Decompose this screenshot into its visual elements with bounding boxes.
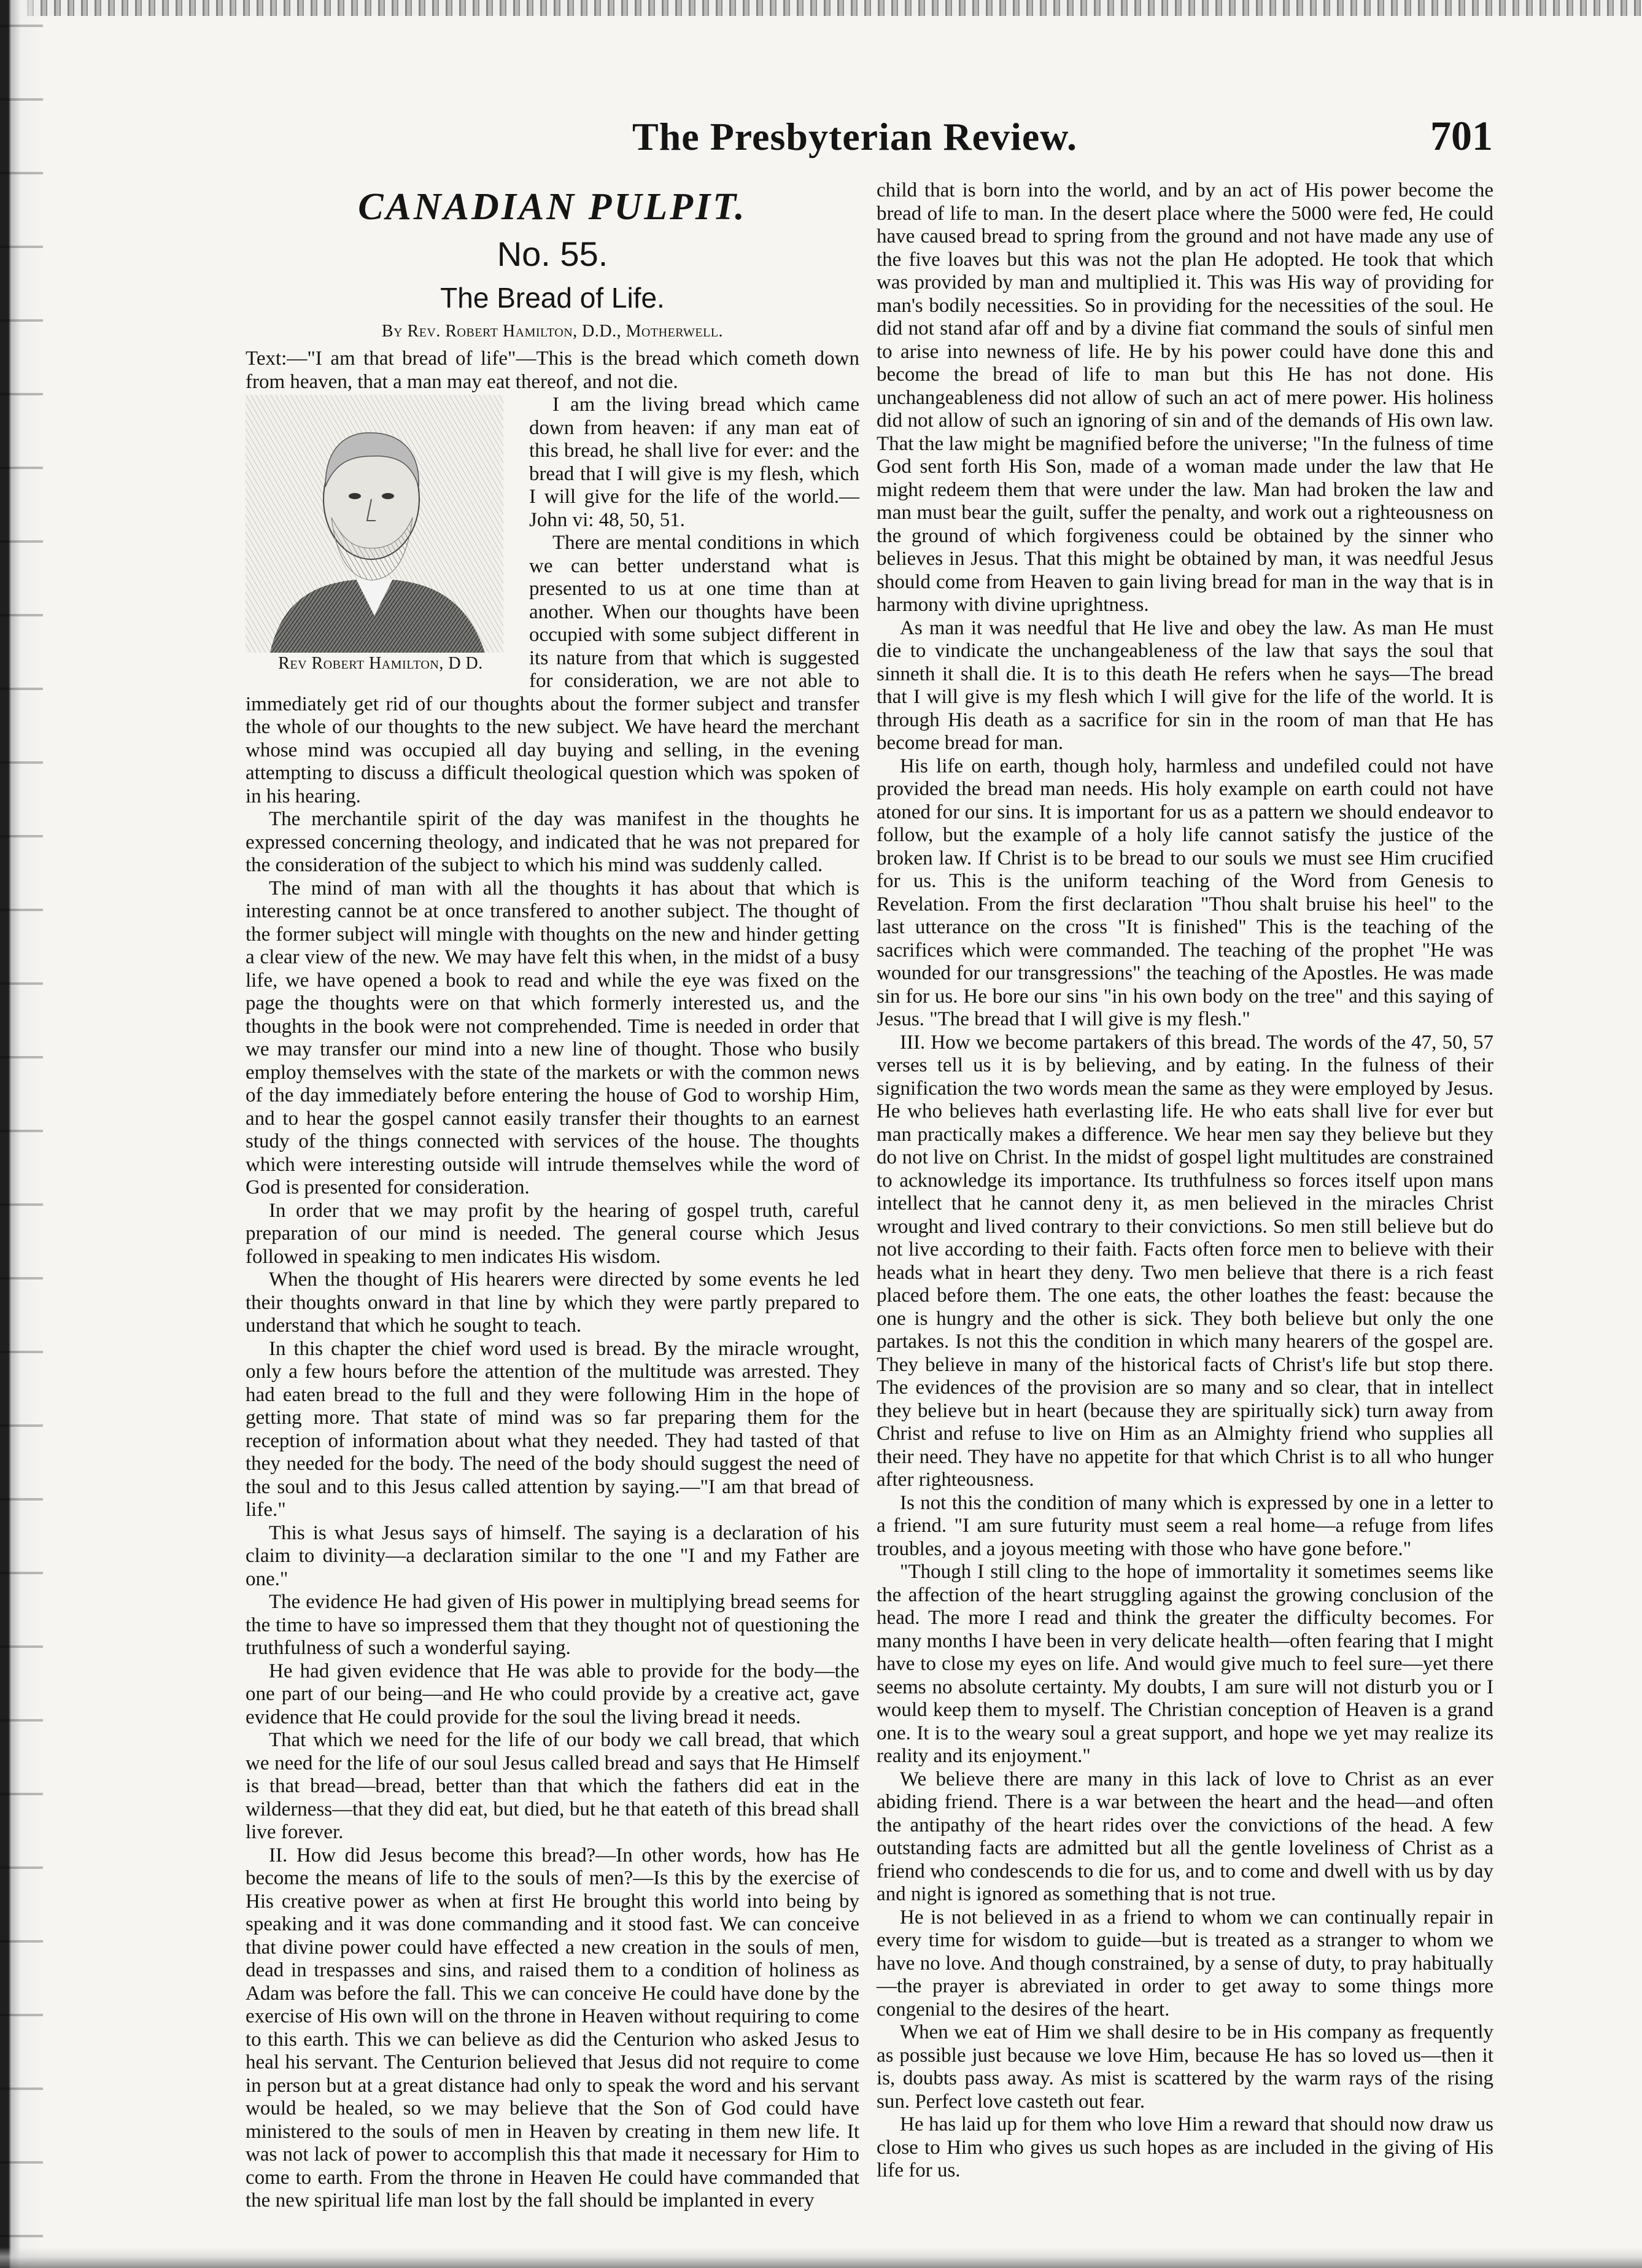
body-paragraph: He is not believed in as a friend to whom we can continually repair in every time for wisdom to guide—but is treated as a stranger to whom we have no love. And though constrained, by a sense of duty, to pray habitually—the prayer is abreviated in order to get away to some things more congenial to the desires of the heart. <box>877 1906 1493 2021</box>
body-paragraph: The evidence He had given of His power in multiplying bread seems for the time to have so impressed them that they thought not of questioning the truthfulness of such a wonderful saying. <box>246 1591 859 1659</box>
body-paragraph: The merchantile spirit of the day was manifest in the thoughts he expressed concerning theology, and indicated that he was not prepared for the consideration of the subject to which his mind was suddenly called. <box>246 808 859 876</box>
scan-edge-top <box>0 0 1642 16</box>
body-paragraph: When the thought of His hearers were directed by some events he led their thoughts onward in that line by which they were partly prepared to understand that which he sought to teach. <box>246 1268 859 1337</box>
right-body <box>877 179 1493 2183</box>
body-paragraph: This is what Jesus says of himself. The saying is a declaration of his claim to divinity—a declaration similar to the one "I and my Father are one." <box>246 1521 859 1590</box>
portrait-figure <box>246 395 516 675</box>
left-column <box>246 179 859 2213</box>
body-paragraph: "Though I still cling to the hope of immortality it sometimes seems like the affection of the heart struggling against the growing conclusion of the head. The more I read and think the greater the difficulty becomes. For many months I have been in very delicate health—often fearing that I might have to close my eyes on life. And would give much to feel sure—yet there seems no absolute certainty. My doubts, I am sure will not disturb you or I would keep them to myself. The Christian conception of Heaven is a grand one. It is to the weary soul a great support, and hope we yet may realize its reality and its enjoyment." <box>877 1561 1493 1767</box>
body-paragraph: As man it was needful that He live and obey the law. As man He must die to vindicate the unchangeableness of the law that says the soul that sinneth it shall die. It is to this death He refers when he says—The bread that I will give is my flesh which I will give for the life of the world. It is through His death as a sacrifice for sin in the room of man that He has become bread for man. <box>877 616 1493 754</box>
portrait-image <box>246 395 503 653</box>
body-paragraph: II. How did Jesus become this bread?—In other words, how has He become the means of life to the souls of men?—Is this by the exercise of His creative power as when at first He brought this world into being by speaking and it was done commanding and it stood fast. We can conceive that divine power could have effected a new creation in the souls of men, dead in trespasses and sins, and raised them to a condition of holiness as Adam was before the fall. This we can conceive He could have done by the exercise of His own will on the throne in Heaven without requiring to come to this earth. This we can believe as did the Centurion who asked Jesus to heal his servant. The Centurion believed that Jesus did not require to come in person but at a great distance had only to speak the word and his servant would be healed, so we may believe that the Son of God could have ministered to the souls of men in Heaven by creating in them new life. It was not lack of power to accomplish this that made it necessary for Him to come to earth. From the throne in Heaven He could have commanded that the new spiritual life man lost by the fall should be implanted in every <box>246 1844 859 2212</box>
body-paragraph: In order that we may profit by the hearing of gospel truth, careful preparation of our mind is needed. The general course which Jesus followed in speaking to men indicates His wisdom. <box>246 1199 859 1268</box>
page-number: 701 <box>1430 112 1493 159</box>
article-byline: By Rev. Robert Hamilton, D.D., Motherwell. <box>381 322 724 341</box>
body-paragraph: There are mental conditions in which we can better understand what is presented to us at one time than at another. When our thoughts have been occupied with some subject different in its nature from that which is suggested for consideration, we are not able to immediately get rid of our thoughts about the former subject and transfer the whole of our thoughts to the new subject. We have heard the merchant whose mind was occupied all day buying and selling, in the evening attempting to discuss a difficult theological question which was spoken of in his hearing. <box>246 532 859 807</box>
text-verse: Text:—"I am that bread of life"—This is the bread which cometh down from heaven, that a man may eat thereof, and not die. <box>246 348 859 393</box>
body-paragraph: His life on earth, though holy, harmless and undefiled could not have provided the bread man needs. His holy example on earth could not have atoned for our sins. It is important for us as a pattern we should endeavor to follow, but the example of a holy life cannot satisfy the justice of the broken law. If Christ is to be bread to our souls we must see Him crucified for us. This is the uniform teaching of the Word from Genesis to Revelation. From the first declaration "Thou shalt bruise his heel" to the last utterance on the cross "It is finished" This is the teaching of the sacrifices which were commanded. The teaching of the prophet "He was wounded for our transgressions" the teaching of the Apostles. He was made sin for us. He bore our sins "in his own body on the tree" and this saying of Jesus. "The bread that I will give is my flesh." <box>877 755 1493 1030</box>
body-paragraph: I am the living bread which came down from heaven: if any man eat of this bread, he shall live for ever: and the bread that I will give is my flesh, which I will give for the life of the world.—John vi: 48, 50, 51. <box>529 394 859 531</box>
body-paragraph: He has laid up for them who love Him a reward that should now draw us close to Him who gives us such hopes as are included in the giving of His life for us. <box>877 2113 1493 2181</box>
body-paragraph: When we eat of Him we shall desire to be in His company as frequently as possible just because we love Him, because He has so loved us—then it is, doubts pass away. As mist is scattered by the warm rays of the rising sun. Perfect love casteth out fear. <box>877 2021 1493 2113</box>
body-paragraph: In this chapter the chief word used is bread. By the miracle wrought, only a few hours before the attention of the multitude was arrested. They had eaten bread to the full and they were following Him in the hope of getting more. That state of mind was so far preparing them for the reception of information about what they needed. They had tasted of that they needed for the body. The need of the body should suggest the need of the soul and to this Jesus called attention by saying.—"I am that bread of life." <box>246 1337 859 1521</box>
portrait-caption: Rev Robert Hamilton, D D. <box>278 654 483 673</box>
running-title: The Presbyterian Review. <box>632 115 1077 158</box>
scan-edge-bottom <box>0 2247 1642 2268</box>
right-column <box>877 179 1493 2183</box>
section-kicker: CANADIAN PULPIT. <box>358 186 747 228</box>
article-title: The Bread of Life. <box>440 282 665 314</box>
body-paragraph: We believe there are many in this lack of love to Christ as an ever abiding friend. There is a war between the heart and the head—and often the antipathy of the heart rides over the convictions of the head. A few outstanding facts are admitted but all the gentle loveliness of Christ as a friend who condescends to die for us, and to come and dwell with us by day and night is ignored as something that is not true. <box>877 1768 1493 1905</box>
body-paragraph: He had given evidence that He was able to provide for the body—the one part of our being—and He who could provide by a creative act, gave evidence that He could provide for the soul the living bread it needs. <box>246 1660 859 1728</box>
body-paragraph: Is not this the condition of many which is expressed by one in a letter to a friend. "I am sure futurity must seem a real home—a refuge from lifes troubles, and a joyous meeting with those who have gone before." <box>877 1491 1493 1560</box>
body-paragraph: That which we need for the life of our body we call bread, that which we need for the life of our soul Jesus called bread and says that He Himself is that bread—bread, better than that which the fathers did eat in the wilderness—that they did eat, but died, but he that eateth of this bread shall live forever. <box>246 1729 859 1843</box>
body-paragraph: III. How we become partakers of this bread. The words of the 47, 50, 57 verses tell us it is by believing, and by eating. In the fulness of their signification the two words mean the same as they were employed by Jesus. He who believes hath everlasting life. He who eats shall live for ever but man practically makes a difference. We hear men say they believe but they do not live on Christ. In the midst of gospel light multitudes are constrained to acknowledge its importance. Its truthfulness so forces itself upon mans intellect that he cannot deny it, as men believed in the miracles Christ wrought and lived contrary to their convictions. So men still believe but do not live according to their faith. Facts often force men to believe with their heads what in heart they deny. Two men believe that there is a rich feast placed before them. The one eats, the other loathes the feast: because the one is hungry and the other is sick. They both believe but only the one partakes. Is not this the condition in which many hearers of the gospel are. They believe in many of the historical facts of Christ's life but stop there. The evidences of the provision are so many and so clear, that in intellect they believe but in heart (because they are spiritually sick) turn away from Christ and refuse to live on Him as an Almighty friend who supplies all their need. They have no appetite for that which Christ is to all who hunger after righteousness. <box>877 1031 1493 1491</box>
article-number: No. 55. <box>497 235 608 273</box>
scan-edge-left <box>0 0 43 2268</box>
body-paragraph: The mind of man with all the thoughts it has about that which is interesting cannot be at once transfered to another subject. The thought of the former subject will mingle with thoughts on the new and hinder getting a clear view of the new. We may have felt this when, in the midst of a busy life, we have opened a book to read and while the eye was fixed on the page the thoughts were on that which formerly interested us, and the thoughts in the book were not comprehended. Time is needed in order that we may transfer our mind into a new line of thought. Those who busily employ themselves with the state of the markets or with the common news of the day immediately before entering the house of God to worship Him, and to hear the gospel cannot easily transfer their thoughts to an earnest study of the things connected with services of the house. The thoughts which were interesting outside will intrude themselves while the word of God is presented for consideration. <box>246 877 859 1198</box>
body-paragraph: child that is born into the world, and by an act of His power become the bread of life to man. In the desert place where the 5000 were fed, He could have caused bread to spring from the ground and not have made any use of the five loaves but this was not the plan He adopted. He took that which was provided by man and multiplied it. This was His way of providing for man's bodily necessities. So in providing for the necessities of the soul. He did not stand afar off and by a divine fiat command the souls of sinful men to arise into newness of life. He by his power could have done this and become the bread of life to man but this He has not done. His unchangeableness did not allow of such an act of mere power. His holiness did not allow of such an ignoring of sin and of the demands of His own law. That the law might be magnified before the universe; "In the fulness of time God sent forth His Son, made of a woman made under the law that He might redeem them that were under the law. Man had broken the law and man must bear the guilt, suffer the penalty, and work out a righteousness on the ground of which forgiveness could be obtained by the sinner who believes in Jesus. That this might be obtained by man, it was needful Jesus should come from Heaven to gain living bread for man in the way that is in harmony with divine uprightness. <box>877 179 1493 616</box>
